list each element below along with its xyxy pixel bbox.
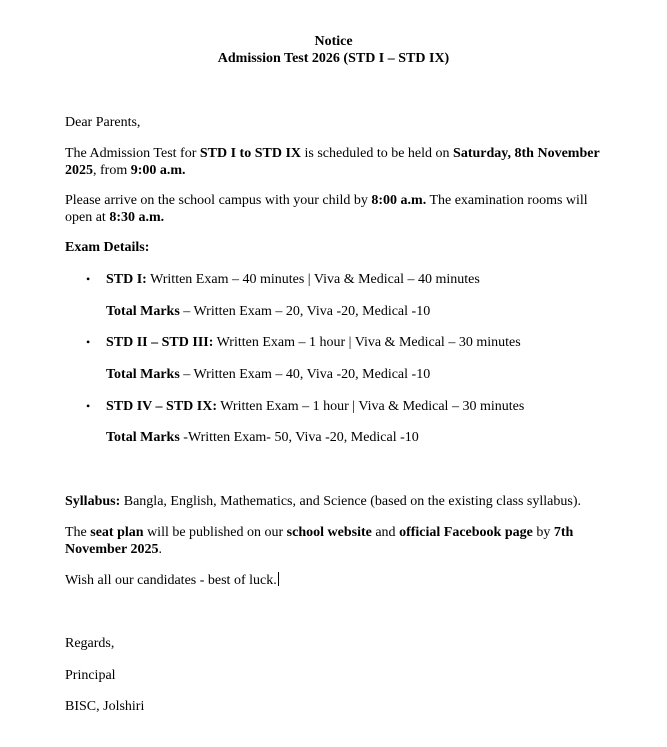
seat-plan-paragraph: The seat plan will be published on our school website and official Facebook page by 7th November 2025. (65, 525, 574, 557)
exam-schedule-std-2-3: STD II – STD III: Written Exam – 1 hour | Viva & Medical – 30 minutes (106, 335, 521, 350)
closing-regards: Regards, (65, 636, 115, 651)
exam-marks-std-1: Total Marks – Written Exam – 20, Viva -20, Medical -10 (106, 304, 431, 319)
exam-marks-std-2-3: Total Marks – Written Exam – 40, Viva -20, Medical -10 (106, 367, 431, 382)
bullet-icon: • (86, 335, 91, 349)
arrival-paragraph: Please arrive on the school campus with your child by 8:00 a.m. The examination rooms will open at 8:30 a.m. (65, 193, 588, 225)
exam-schedule-std-1: STD I: Written Exam – 40 minutes | Viva & Medical – 40 minutes (106, 272, 480, 287)
syllabus-paragraph: Syllabus: Bangla, English, Mathematics, and Science (based on the existing class syllabus). (65, 494, 581, 509)
wish-line[interactable]: Wish all our candidates - best of luck. (65, 573, 277, 588)
notice-subtitle: Admission Test 2026 (STD I – STD IX) (217, 51, 450, 66)
bullet-icon: • (86, 399, 91, 413)
salutation: Dear Parents, (65, 115, 141, 130)
closing-signatory: Principal (65, 668, 116, 683)
closing-school: BISC, Jolshiri (65, 699, 145, 714)
text-cursor (278, 572, 279, 586)
notice-title: Notice (314, 34, 353, 49)
bullet-icon: • (86, 272, 91, 286)
exam-marks-std-4-9: Total Marks -Written Exam- 50, Viva -20, Medical -10 (106, 430, 419, 445)
exam-schedule-std-4-9: STD IV – STD IX: Written Exam – 1 hour | Viva & Medical – 30 minutes (106, 399, 525, 414)
intro-paragraph: The Admission Test for STD I to STD IX is scheduled to be held on Saturday, 8th November 2025, from 9:00 a.m. (65, 146, 600, 178)
exam-details-heading: Exam Details: (65, 240, 150, 255)
